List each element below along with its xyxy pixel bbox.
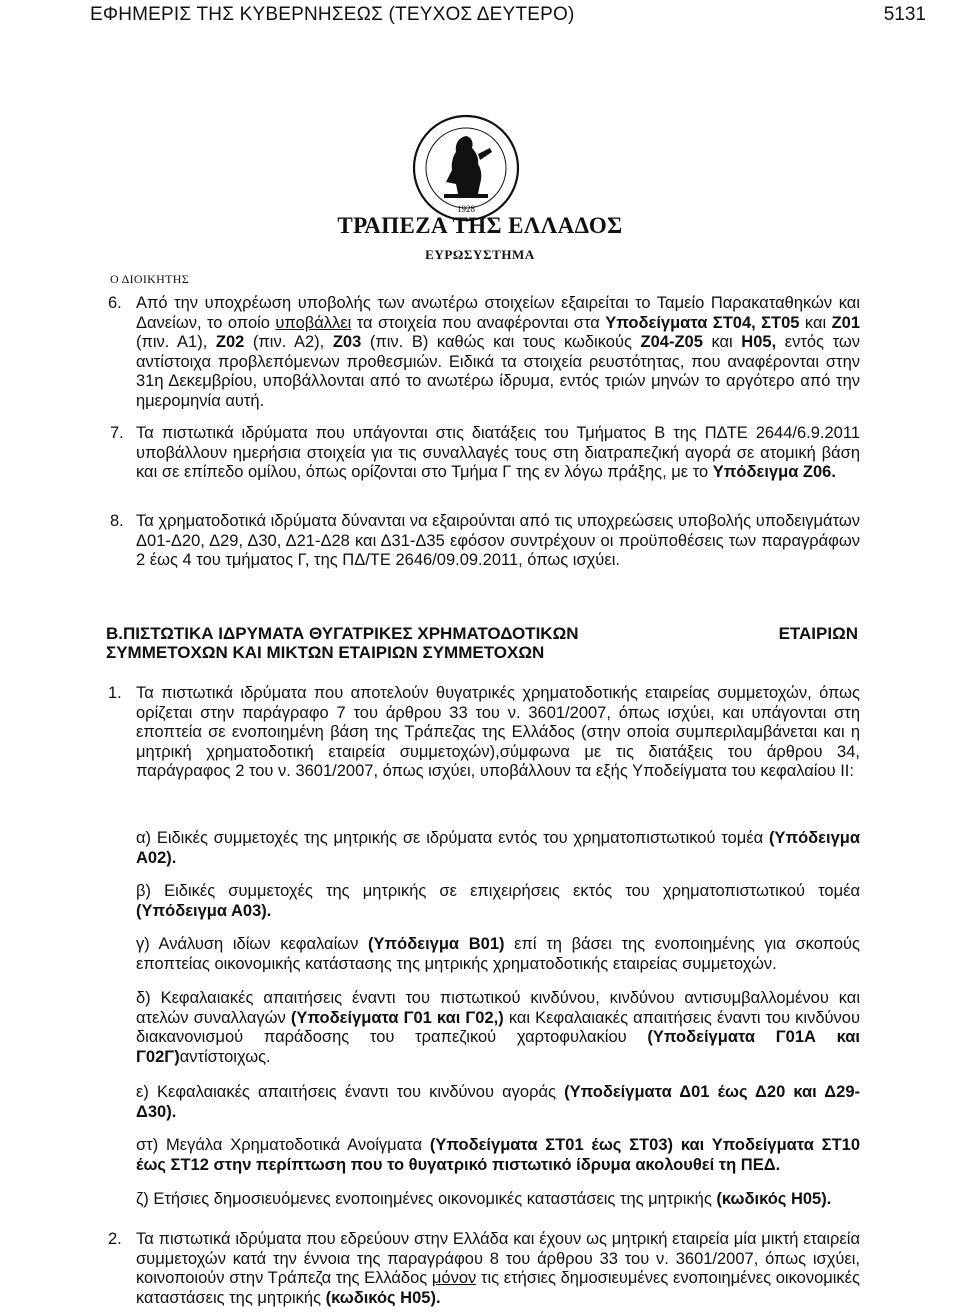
gazette-header-title: ΕΦΗΜΕΡΙΣ ΤΗΣ ΚΥΒΕΡΝΗΣΕΩΣ (ΤΕΥΧΟΣ ΔΕΥΤΕΡΟ): [90, 4, 575, 25]
item-d: δ) Κεφαλαιακές απαιτήσεις έναντι του πιστωτικού κινδύνου, κινδύνου αντισυμβαλλομένου και ατελών συναλλαγών (Υποδείγματα Γ01 και Γ02,) και Κεφαλαιακές απαιτήσεις έναντι του κινδύνου διακανονισμού παράδοσης του τραπεζικού χαρτοφυλακίου (Υποδείγματα Γ01Α και Γ02Γ)αντίστοιχως.: [136, 989, 861, 1066]
b-1-number: 1.: [108, 684, 122, 702]
item-g: γ) Ανάλυση ιδίων κεφαλαίων (Υπόδειγμα Β01) επί τη βάσει της ενοποιημένης για σκοπούς εποπτείας οικονομικής κατάστασης της μητρικής χρηματοδοτικής εταιρείας συμμετοχών.: [136, 935, 860, 973]
para-8: Τα χρηματοδοτικά ιδρύματα δύνανται να εξαιρούνται από τις υποχρεώσεις υποβολής υποδειγμάτων Δ01-Δ20, Δ29, Δ30, Δ21-Δ28 και Δ31-Δ35 εφόσον συντρέχουν οι προϋποθέσεις των παραγράφων 2 έως 4 του τμήματος Γ, της ΠΔ/ΤΕ 2646/09.09.2011, όπως ισχύει.: [136, 512, 860, 569]
para-6: Από την υποχρέωση υποβολής των ανωτέρω στοιχείων εξαιρείται το Ταμείο Παρακαταθηκών και Δανείων, το οποίο υποβάλλει τα στοιχεία που αναφέρονται στα Υποδείγματα ΣΤ04, ΣΤ05 και Ζ01 (πιν. Α1), Ζ02 (πιν. Α2), Ζ03 (πιν. Β) καθώς και τους κωδικούς Ζ04-Ζ05 και Η05, εντός των αντίστοιχα προβλεπόμενων προθεσμιών. Ειδικά τα στοιχεία ρευστότητας, που αναφέρονται στην 31η Δεκεμβρίου, υποβάλλονται από το ανωτέρω ίδρυμα, εντός τριών μηνών το αργότερο από την ημερομηνία αυτή.: [136, 294, 861, 410]
section-b-heading: [106, 624, 858, 662]
item-st: στ) Μεγάλα Χρηματοδοτικά Ανοίγματα (Υποδείγματα ΣΤ01 έως ΣΤ03) και Υποδείγματα ΣΤ10 έως ΣΤ12 στην περίπτωση που το θυγατρικό πιστωτικό ίδρυμα ακολουθεί τη ΠΕΔ.: [136, 1136, 860, 1174]
item-a: α) Ειδικές συμμετοχές της μητρικής σε ιδρύματα εντός του χρηματοπιστωτικού τομέα (Υπόδειγμα Α02).: [136, 829, 860, 867]
svg-text:1928: 1928: [457, 204, 475, 214]
bank-of-greece-seal-icon: [406, 108, 526, 228]
item-b: β) Ειδικές συμμετοχές της μητρικής σε επιχειρήσεις εκτός του χρηματοπιστωτικού τομέα (Υπόδειγμα Α03).: [136, 882, 860, 920]
section-b-line-2: ΣΥΜΜΕΤΟΧΩΝ ΚΑΙ ΜΙΚΤΩΝ ΕΤΑΙΡΙΩΝ ΣΥΜΜΕΤΟΧΩΝ: [106, 643, 545, 662]
para-7: Τα πιστωτικά ιδρύματα που υπάγονται στις διατάξεις του Τμήματος Β της ΠΔΤΕ 2644/6.9.2011 υποβάλλουν ημερήσια στοιχεία για τις συναλλαγές τους στη διατραπεζική αγορά σε ατομική βάση και σε επίπεδο ομίλου, όπως ορίζονται στο Τμήμα Γ της εν λόγω πράξης, με το Υπόδειγμα Ζ06.: [136, 424, 860, 481]
b-2-text: Τα πιστωτικά ιδρύματα που εδρεύουν στην Ελλάδα και έχουν ως μητρική εταιρεία μία μικτή εταιρεία συμμετοχών κατά την έννοια της παραγράφου 8 του άρθρου 33 του ν. 3601/2007, όπως ισχύει, κοινοποιούν στην Τράπεζα της Ελλάδος μόνον τις ετήσιες δημοσιευμένες ενοποιημένες οικονομικές καταστάσεις της μητρικής (κωδικός Η05).: [136, 1230, 860, 1307]
item-e: ε) Κεφαλαιακές απαιτήσεις έναντι του κινδύνου αγοράς (Υποδείγματα Δ01 έως Δ20 και Δ29- Δ30).: [136, 1083, 860, 1121]
para-8-number: 8.: [110, 512, 124, 530]
section-b-line-1-right: ΕΤΑΙΡΙΩΝ: [778, 624, 858, 643]
section-b-line-1: Β.ΠΙΣΤΩΤΙΚΑ ΙΔΡΥΜΑΤΑ ΘΥΓΑΤΡΙΚΕΣ ΧΡΗΜΑΤΟΔΟΤΙΚΩΝ: [106, 624, 579, 643]
bank-name: ΤΡΑΠΕΖΑ ΤΗΣ ΕΛΛΑΔΟΣ: [337, 213, 623, 238]
governor-label: Ο ΔΙΟΙΚΗΤΗΣ: [110, 272, 189, 286]
para-7-number: 7.: [110, 424, 124, 442]
page-number: 5131: [883, 4, 926, 25]
item-z: ζ) Ετήσιες δημοσιευόμενες ενοποιημένες οικονομικές καταστάσεις της μητρικής (κωδικός Η05).: [136, 1190, 832, 1208]
para-6-number: 6.: [108, 294, 122, 312]
b-1-text: Τα πιστωτικά ιδρύματα που αποτελούν θυγατρικές χρηματοδοτικής εταιρείας συμμετοχών, όπως ορίζεται στην παράγραφο 7 του άρθρου 33 του ν. 3601/2007, όπως ισχύει, και υπάγονται στη εποπτεία σε ενοποιημένη βάση της Τράπεζας της Ελλάδος (στην οποία συμπεριλαμβάνεται και η μητρική χρηματοδοτική εταιρεία συμμετοχών),σύμφωνα με τις διατάξεις του άρθρου 34, παράγραφος 2 του ν. 3601/2007, όπως ισχύει, υποβάλλουν τα εξής Υποδείγματα του κεφαλαίου ΙΙ:: [136, 684, 860, 780]
b-2-number: 2.: [108, 1230, 122, 1248]
eurosystem-label: ΕΥΡΩΣΥΣΤΗΜΑ: [425, 247, 535, 262]
